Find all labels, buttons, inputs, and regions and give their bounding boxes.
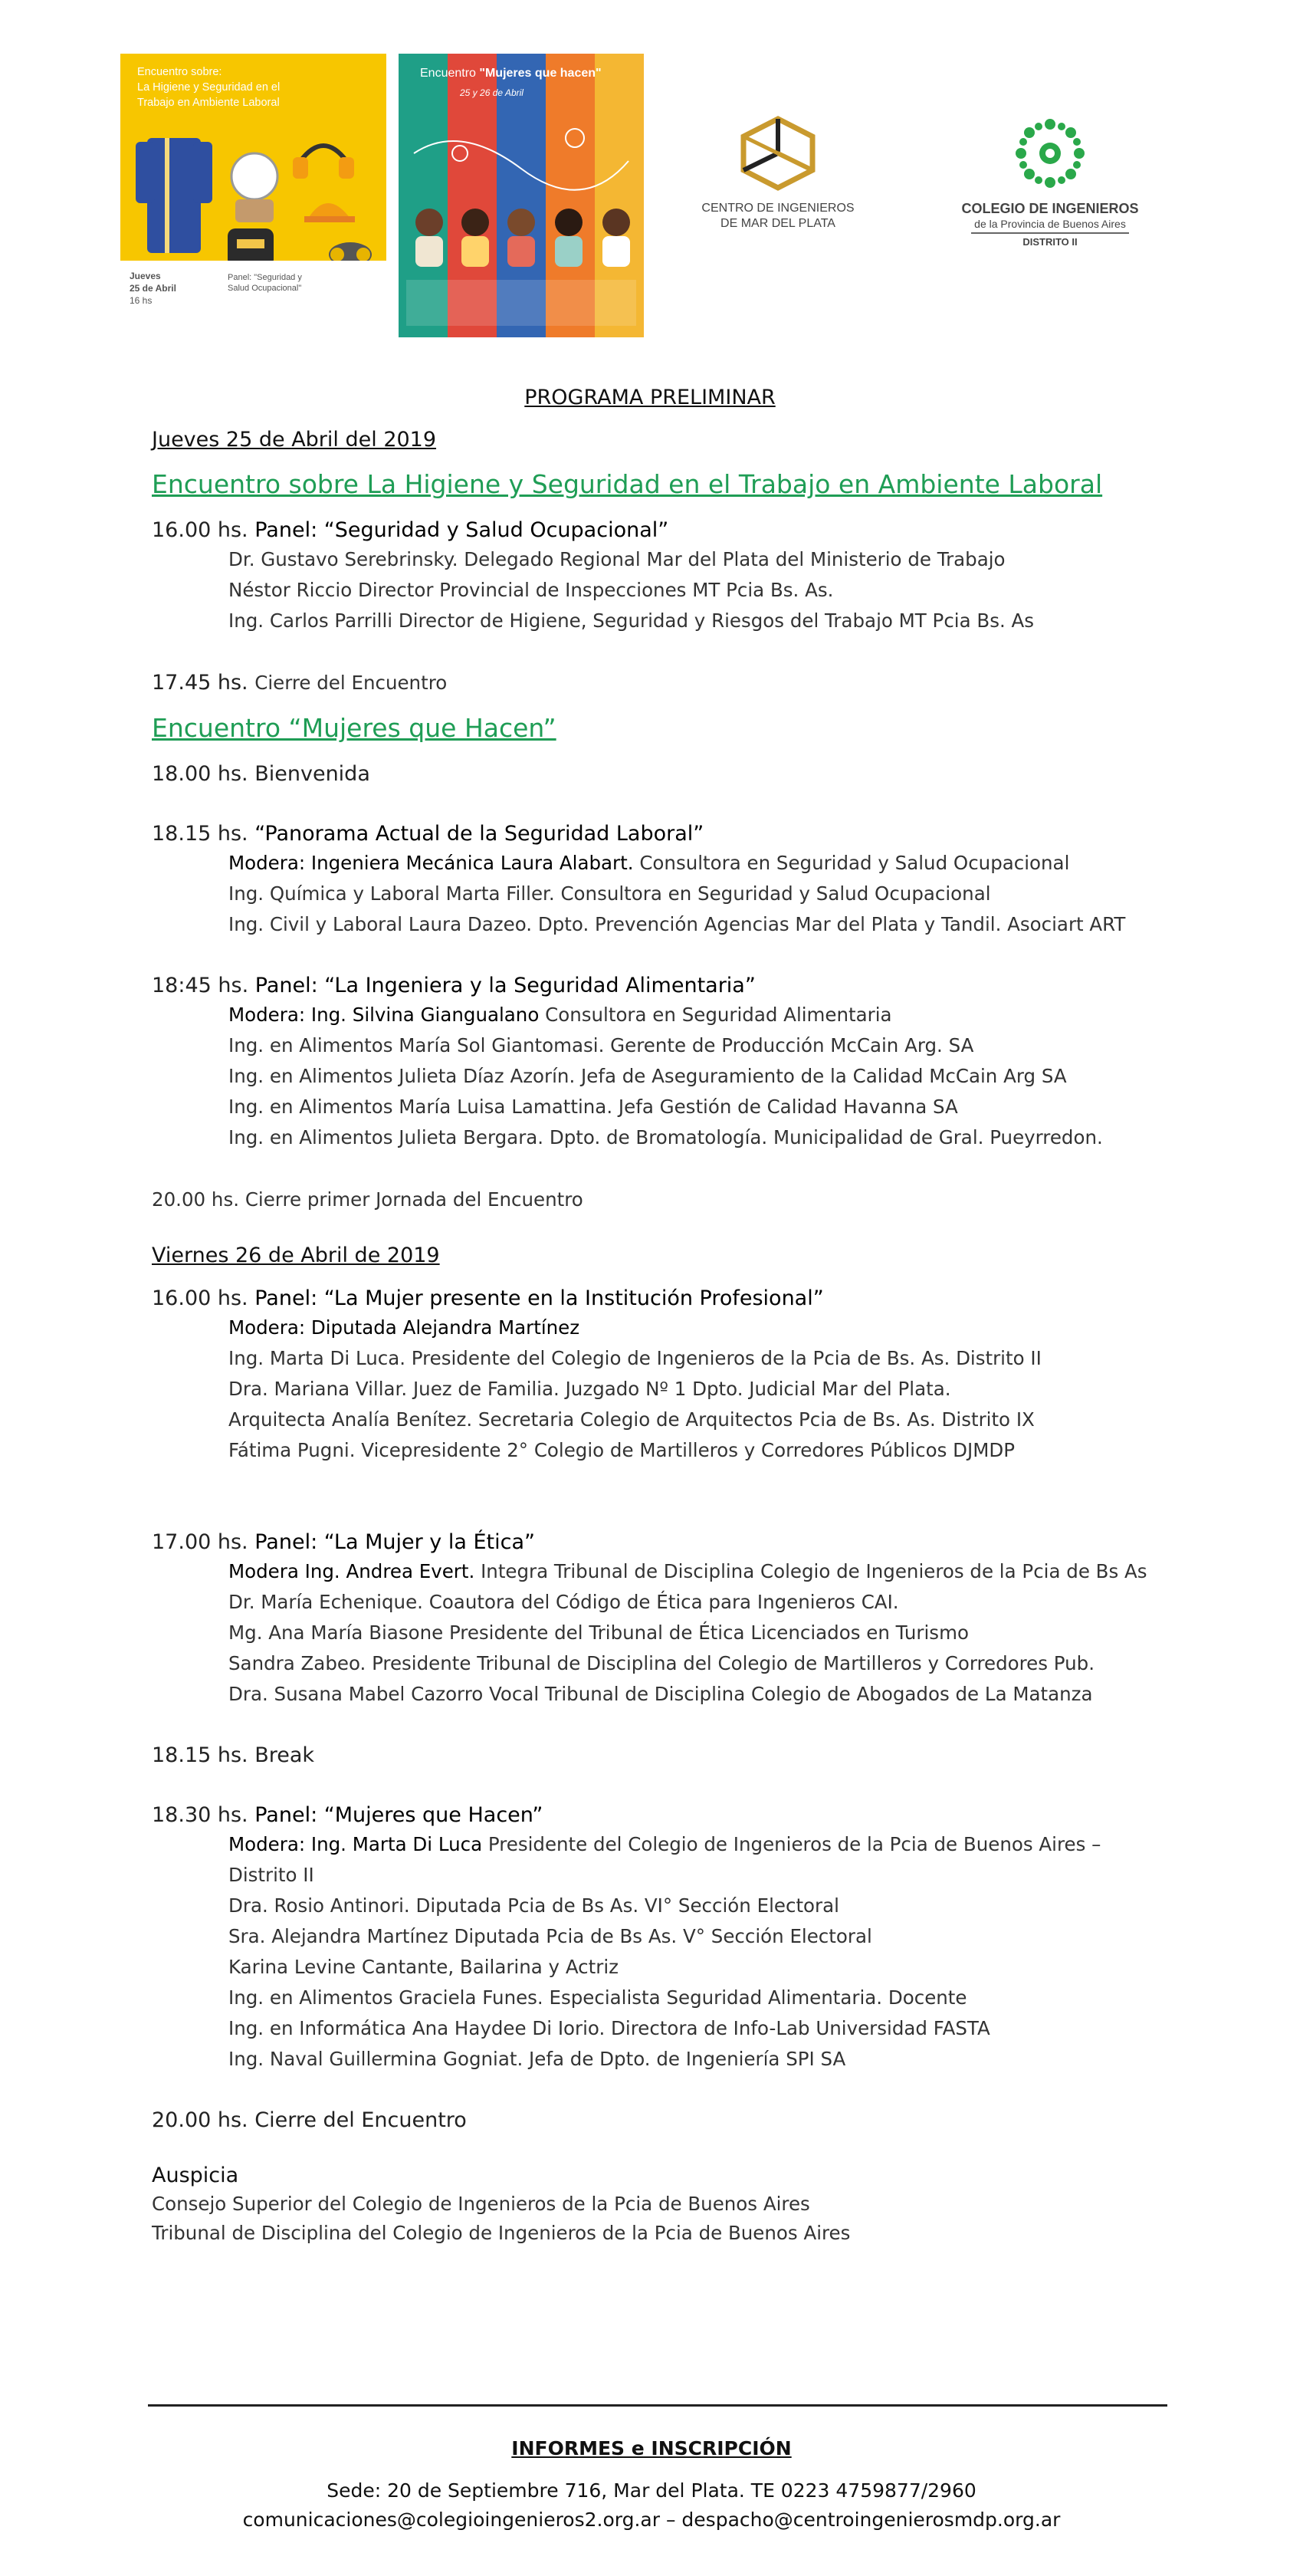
- header-banner: [0, 0, 1303, 353]
- speaker-list: Modera Ing. Andrea Evert. Integra Tribunal de Disciplina Colegio de Ingenieros de la Pcia de Bs As Dr. María Echenique. Coautora del Código de Ética para Ingenieros CAI. Mg. Ana María Biasone Presidente del Tribunal de Ética Licenciados en Turismo Sandra Zabeo. Presidente Tribunal de Disciplina del Colegio de Martilleros y Corredores Pub. Dra. Susana Mabel Cazorro Vocal Tribunal de Disciplina Colegio de Abogados de La Matanza: [228, 1556, 1179, 1710]
- poster-higiene-seguridad: [120, 54, 386, 337]
- moderator: Modera: Ing. Silvina Giangualano Consultora en Seguridad Alimentaria: [228, 1004, 892, 1026]
- program-title: PROGRAMA PRELIMINAR: [524, 386, 776, 409]
- divider: [148, 2404, 1167, 2407]
- program-content: [152, 380, 1179, 2248]
- logo-centro-ingenieros-mdp: CENTRO DE INGENIEROS DE MAR DEL PLATA: [674, 115, 881, 232]
- footer-info: [0, 2423, 1303, 2535]
- session-cierre-jornada: 20.00 hs. Cierre primer Jornada del Encuentro: [152, 1188, 583, 1211]
- logo-colegio-ingenieros: COLEGIO DE INGENIEROS de la Provincia de Buenos Aires DISTRITO II: [935, 115, 1165, 249]
- footer-emails: comunicaciones@colegioingenieros2.org.ar – despacho@centroingenierosmdp.org.ar: [242, 2509, 1061, 2531]
- poster2-title: Encuentro "Mujeres que hacen": [420, 67, 602, 80]
- session-bienvenida: 18.00 hs. Bienvenida: [152, 762, 370, 786]
- women-engineers-illustration: [399, 107, 644, 337]
- moderator: Modera: Diputada Alejandra Martínez: [228, 1316, 580, 1339]
- session-mujer-etica: 17.00 hs. Panel: “La Mujer y la Ética”: [152, 1530, 535, 1554]
- footer-heading: INFORMES e INSCRIPCIÓN: [511, 2437, 792, 2459]
- speaker-list: Modera: Ing. Marta Di Luca Presidente del Colegio de Ingenieros de la Pcia de Buenos Aires – Distrito II Dra. Rosio Antinori. Diputada Pcia de Bs As. VI° Sección Electoral Sra. Alejandra Martínez Diputada Pcia de Bs As. V° Sección Electoral Karina Levine Cantante, Bailarina y Actriz Ing. en Alimentos Graciela Funes. Especialista Seguridad Alimentaria. Docente Ing. en Informática Ana Haydee Di Iorio. Directora de Info-Lab Universidad FASTA Ing. Naval Guillermina Gogniat. Jefa de Dpto. de Ingeniería SPI SA: [228, 1829, 1179, 2075]
- safety-equipment-illustration: [120, 54, 386, 261]
- moderator: Modera: Ing. Marta Di Luca Presidente del Colegio de Ingenieros de la Pcia de Buenos Aires –: [228, 1833, 1101, 1855]
- poster1-date: Jueves 25 de Abril 16 hs: [130, 271, 176, 306]
- session-mujeres-que-hacen: 18.30 hs. Panel: “Mujeres que Hacen”: [152, 1803, 543, 1827]
- auspicia-heading: Auspicia: [152, 2164, 239, 2187]
- day-heading-1: Jueves 25 de Abril del 2019: [152, 428, 437, 452]
- footer-address: Sede: 20 de Septiembre 716, Mar del Plata. TE 0223 4759877/2960: [327, 2479, 976, 2502]
- gear-sun-logo-icon: [1012, 115, 1088, 192]
- poster2-subtitle: 25 y 26 de Abril: [460, 87, 523, 98]
- session-break: 18.15 hs. Break: [152, 1743, 315, 1767]
- session-seguridad-salud: 16.00 hs. Panel: “Seguridad y Salud Ocupacional”: [152, 518, 669, 542]
- speaker-list: Modera: Diputada Alejandra Martínez Ing. Marta Di Luca. Presidente del Colegio de Ingenieros de la Pcia de Bs. As. Distrito II Dra. Mariana Villar. Juez de Familia. Juzgado Nº 1 Dpto. Judicial Mar del Plata. Arquitecta Analía Benítez. Secretaria Colegio de Arquitectos Pcia de Bs. As. Distrito IX Fátima Pugni. Vicepresidente 2° Colegio de Martilleros y Corredores Públicos DJMDP: [228, 1313, 1179, 1466]
- session-mujer-institucion: 16.00 hs. Panel: “La Mujer presente en la Institución Profesional”: [152, 1286, 824, 1310]
- session-cierre-encuentro-2: 20.00 hs. Cierre del Encuentro: [152, 2108, 467, 2132]
- moderator: Modera Ing. Andrea Evert. Integra Tribunal de Disciplina Colegio de Ingenieros de la Pcia de Bs As: [228, 1560, 1147, 1582]
- encuentro-title-1: Encuentro sobre La Higiene y Seguridad en el Trabajo en Ambiente Laboral: [152, 469, 1103, 499]
- speaker-list: Modera: Ing. Silvina Giangualano Consultora en Seguridad Alimentaria Ing. en Alimentos María Sol Giantomasi. Gerente de Producción McCain Arg. SA Ing. en Alimentos Julieta Díaz Azorín. Jefa de Aseguramiento de la Calidad McCain Arg SA Ing. en Alimentos María Luisa Lamattina. Jefa Gestión de Calidad Havanna SA Ing. en Alimentos Julieta Bergara. Dpto. de Bromatología. Municipalidad de Gral. Pueyrredon.: [228, 1000, 1179, 1153]
- auspicia-list: Consejo Superior del Colegio de Ingenieros de la Pcia de Buenos Aires Tribunal de Disciplina del Colegio de Ingenieros de la Pcia de Buenos Aires: [152, 2193, 851, 2244]
- poster1-panel: Panel: "Seguridad y Salud Ocupacional": [228, 273, 302, 293]
- poster-mujeres-que-hacen: [399, 54, 644, 337]
- session-panorama-seguridad: 18.15 hs. “Panorama Actual de la Seguridad Laboral”: [152, 822, 704, 846]
- poster1-title: Encuentro sobre: La Higiene y Seguridad en el Trabajo en Ambiente Laboral: [137, 66, 281, 109]
- session-seguridad-alimentaria: 18:45 hs. Panel: “La Ingeniera y la Seguridad Alimentaria”: [152, 974, 756, 997]
- speaker-list: Dr. Gustavo Serebrinsky. Delegado Regional Mar del Plata del Ministerio de Trabajo Néstor Riccio Director Provincial de Inspecciones MT Pcia Bs. As. Ing. Carlos Parrilli Director de Higiene, Seguridad y Riesgos del Trabajo MT Pcia Bs. As: [228, 548, 1035, 632]
- speaker-list: Modera: Ingeniera Mecánica Laura Alabart. Consultora en Seguridad y Salud Ocupacional Ing. Química y Laboral Marta Filler. Consultora en Seguridad y Salud Ocupacional Ing. Civil y Laboral Laura Dazeo. Dpto. Prevención Agencias Mar del Plata y Tandil. Asociart ART: [228, 848, 1179, 940]
- day-heading-2: Viernes 26 de Abril de 2019: [152, 1244, 440, 1267]
- session-cierre-encuentro-1: 17.45 hs. Cierre del Encuentro: [152, 671, 448, 695]
- encuentro-title-2: Encuentro “Mujeres que Hacen”: [152, 713, 556, 743]
- cube-logo-icon: [736, 115, 820, 192]
- moderator: Modera: Ingeniera Mecánica Laura Alabart. Consultora en Seguridad y Salud Ocupacional: [228, 852, 1070, 874]
